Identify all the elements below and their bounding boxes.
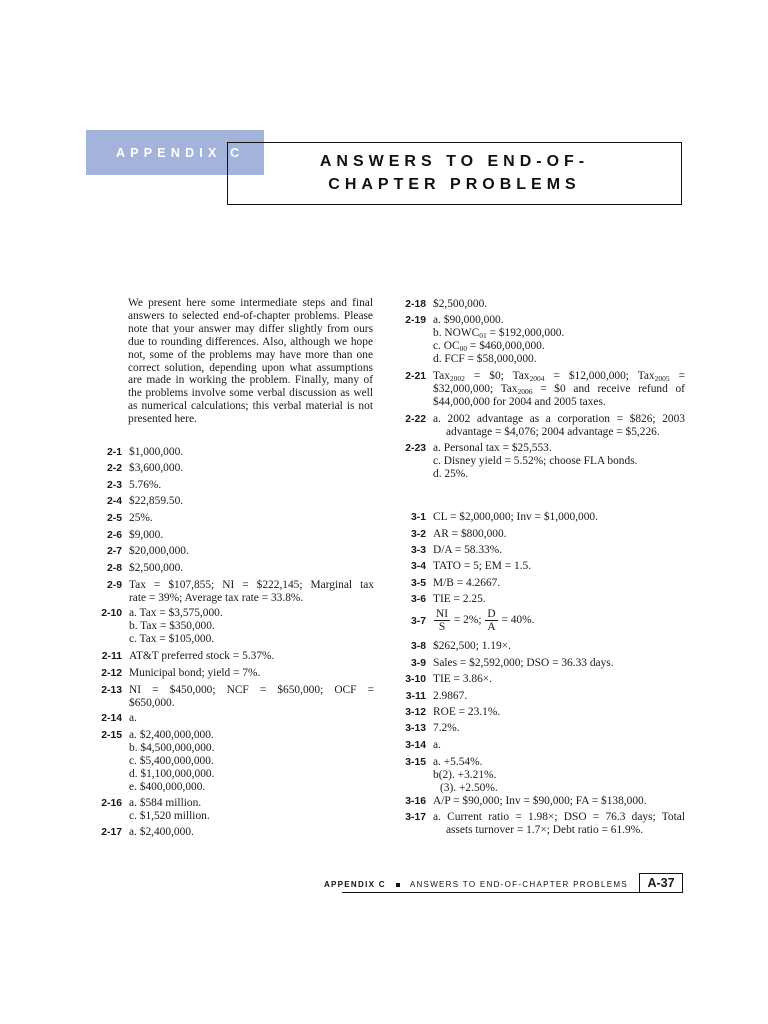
answer-part-a: a. $2,400,000,000.: [129, 729, 214, 741]
answer-part-a: a. +5.54%.: [433, 756, 483, 768]
answer-text: TIE = 3.86×.: [433, 673, 493, 685]
problem-number: 3-16: [405, 796, 426, 807]
text-segment: = 40%.: [498, 614, 535, 627]
problem-number: 2-21: [405, 371, 426, 382]
answer-3-12: [396, 706, 685, 720]
problem-number: 2-22: [405, 414, 426, 425]
answer-text: D/A = 58.33%.: [433, 544, 503, 556]
answer-text: Sales = $2,592,000; DSO = 36.33 days.: [433, 657, 614, 669]
answer-2-5: [92, 512, 374, 526]
subscript: 2004: [529, 374, 545, 383]
answer-part-b2: b(2). +3.21%.: [433, 768, 497, 781]
problem-number: 2-19: [405, 315, 426, 326]
answer-text: NI = $450,000; NCF = $650,000; OCF =: [129, 684, 374, 696]
answer-3-6: [396, 593, 685, 607]
problem-number: 2-12: [101, 668, 122, 679]
answer-text: $44,000,000 for 2004 and 2005 taxes.: [433, 395, 606, 408]
answer-3-16: [396, 795, 685, 809]
answer-2-13: [92, 684, 374, 710]
problem-number: 3-15: [405, 757, 426, 768]
answer-part-a: a. $584 million.: [129, 797, 202, 809]
answer-2-6: [92, 529, 374, 543]
answer-text: [433, 383, 685, 396]
answer-2-4: [92, 495, 374, 509]
chapter-title-line-1: ANSWERS TO END-OF-: [319, 153, 590, 170]
problem-number: 2-10: [101, 608, 122, 619]
answer-text: [433, 370, 685, 383]
subscript: 01: [479, 330, 487, 340]
footer-appendix-label: APPENDIX C: [323, 880, 386, 889]
answer-text: $262,500; 1.19×.: [433, 640, 511, 652]
intro-paragraph: We present here some intermediate steps and final answers to selected end-of-chapter problems. Please note that your answer may differ slightly from ours due to rounding differences. Also, although we hope not, some of the problems may have more than one correct solution, depending upon what assumptions are made in working the problem. Finally, many of the problems involve some verbal discussion as well as numerical calculations; this verbal material is not presented here.: [128, 297, 373, 426]
answer-2-11: [92, 650, 374, 664]
answer-3-14: [396, 739, 685, 753]
answer-text: a.: [129, 712, 137, 724]
answer-3-5: [396, 577, 685, 591]
text-segment: = 2%;: [451, 614, 485, 627]
subscript: 00: [459, 343, 468, 353]
answer-text: TATO = 5; EM = 1.5.: [433, 560, 532, 572]
answer-text: 25%.: [129, 512, 153, 524]
answer-2-8: [92, 562, 374, 576]
answer-text: a.: [433, 739, 441, 751]
answer-text: $20,000,000.: [129, 545, 189, 557]
answer-part-c: c. $1,520 million.: [129, 809, 210, 822]
answer-part-a: a. 2002 advantage as a corporation = $826; 2003: [433, 413, 685, 425]
problem-number: 3-8: [410, 641, 426, 652]
answer-part-d: d. 25%.: [433, 467, 469, 480]
answer-text: $650,000.: [129, 696, 175, 709]
square-bullet-icon: [396, 883, 400, 887]
footer-chapter-title: ANSWERS TO END-OF-CHAPTER PROBLEMS: [409, 880, 628, 889]
problem-number: 2-7: [106, 546, 122, 557]
answer-2-2: [92, 462, 374, 476]
answer-part-a-cont: advantage = $4,076; 2004 advantage = $5,226.: [446, 425, 660, 438]
text-segment: b. NOWC: [433, 326, 480, 339]
page-number: A-37: [639, 873, 683, 893]
problem-number: 2-2: [106, 463, 122, 474]
answer-2-14: [92, 712, 374, 726]
answer-text: $22,859.50.: [129, 495, 184, 507]
answer-part-c: c. Disney yield = 5.52%; choose FLA bonds.: [433, 454, 638, 467]
answer-3-1: [396, 511, 685, 525]
answer-2-16: [92, 797, 374, 823]
answer-part-d: d. FCF = $58,000,000.: [433, 352, 537, 365]
problem-number: 2-15: [101, 730, 122, 741]
answer-text: AT&T preferred stock = 5.37%.: [129, 650, 275, 662]
answer-3-7: [396, 608, 685, 633]
answer-text: Tax = $107,855; NI = $222,145; Marginal tax: [129, 579, 374, 591]
answer-text: AR = $800,000.: [433, 528, 507, 540]
problem-number: 2-13: [101, 685, 122, 696]
answer-2-21: [396, 370, 685, 409]
problem-number: 2-11: [101, 651, 122, 662]
answer-2-10: [92, 607, 374, 646]
fraction-d-over-a: [485, 608, 497, 633]
answer-text: $1,000,000.: [129, 446, 184, 458]
answer-text: rate = 39%; Average tax rate = 33.8%.: [129, 591, 304, 604]
answer-3-10: [396, 673, 685, 687]
numerator: D: [487, 608, 496, 620]
problem-number: 2-3: [106, 480, 122, 491]
problem-number: 3-4: [410, 561, 426, 572]
answer-2-12: [92, 667, 374, 681]
problem-number: 3-5: [410, 578, 426, 589]
answer-text: CL = $2,000,000; Inv = $1,000,000.: [433, 511, 598, 523]
answer-part-c: c. $5,400,000,000.: [129, 754, 214, 767]
problem-number: 3-11: [405, 691, 426, 702]
answer-2-18: [396, 298, 685, 312]
text-segment: $32,000,000; Tax: [433, 382, 518, 395]
answer-3-9: [396, 657, 685, 671]
answer-3-11: [396, 690, 685, 704]
problem-number: 2-8: [106, 563, 122, 574]
problem-number: 2-14: [101, 713, 122, 724]
answer-part-b: b. $4,500,000,000.: [129, 741, 215, 754]
subscript: 2002: [449, 374, 465, 383]
answer-text: $9,000.: [129, 529, 164, 541]
answer-3-17: [396, 811, 685, 837]
answer-text: 5.76%.: [129, 479, 162, 491]
answer-part-c: c. Tax = $105,000.: [129, 632, 215, 645]
subscript: 2005: [654, 374, 670, 383]
answer-text: A/P = $90,000; Inv = $90,000; FA = $138,000.: [433, 795, 647, 807]
problem-number: 3-14: [405, 740, 426, 751]
answer-text: Municipal bond; yield = 7%.: [129, 667, 261, 679]
answer-2-19: [396, 314, 685, 366]
problem-number: 3-17: [405, 812, 426, 823]
answer-3-8: [396, 640, 685, 654]
problem-number: 3-9: [410, 658, 426, 669]
answer-part-e: e. $400,000,000.: [129, 780, 206, 793]
answer-2-3: [92, 479, 374, 493]
chapter-title-line-2: CHAPTER PROBLEMS: [328, 176, 581, 193]
appendix-label: APPENDIX C: [116, 146, 245, 160]
denominator: A: [487, 621, 496, 633]
problem-number: 2-5: [106, 513, 122, 524]
answer-part-a: a. Tax = $3,575,000.: [129, 607, 223, 619]
text-segment: = $0 and receive refund of: [532, 382, 685, 395]
answer-part-a: a. Personal tax = $25,553.: [433, 442, 552, 454]
answer-2-17: [92, 826, 374, 840]
text-segment: = $460,000,000.: [467, 339, 545, 352]
answer-2-1: [92, 446, 374, 460]
problem-number: 2-1: [106, 447, 122, 458]
problem-number: 2-18: [405, 299, 426, 310]
chapter-title-box: [227, 142, 682, 205]
problem-number: 3-3: [410, 545, 426, 556]
answer-3-15: [396, 756, 685, 795]
problem-number: 3-1: [410, 512, 426, 523]
text-segment: Tax: [433, 370, 450, 382]
answer-part-a-cont: assets turnover = 1.7×; Debt ratio = 61.9%.: [446, 823, 644, 836]
footer-rule: [342, 892, 639, 893]
problem-number: 2-9: [106, 580, 122, 591]
text-segment: = $192,000,000.: [486, 326, 565, 339]
problem-number: 3-13: [405, 723, 426, 734]
answer-text: [433, 608, 685, 633]
answer-text: 2.9867.: [433, 690, 468, 702]
answer-3-4: [396, 560, 685, 574]
answer-part-a: a. $90,000,000.: [433, 314, 504, 326]
answer-text: a. $2,400,000.: [129, 826, 194, 838]
problem-number: 2-23: [405, 443, 426, 454]
answer-text: M/B = 4.2667.: [433, 577, 501, 589]
answer-2-15: [92, 729, 374, 794]
fraction-ni-over-s: [434, 608, 450, 633]
problem-number: 3-10: [405, 674, 426, 685]
subscript: 2006: [517, 386, 533, 396]
answer-part-c: [433, 340, 685, 353]
answer-2-9: [92, 579, 374, 605]
problem-number: 2-6: [106, 530, 122, 541]
answer-2-23: [396, 442, 685, 481]
answer-text: ROE = 23.1%.: [433, 706, 501, 718]
answer-3-2: [396, 528, 685, 542]
answer-part-b3: (3). +2.50%.: [440, 781, 498, 794]
problem-number: 3-6: [410, 594, 426, 605]
problem-number: 2-16: [101, 798, 122, 809]
answer-text: $2,500,000.: [433, 298, 488, 310]
denominator: S: [438, 621, 446, 633]
problem-number: 3-7: [410, 616, 426, 627]
answer-3-3: [396, 544, 685, 558]
answer-2-7: [92, 545, 374, 559]
answer-text: $2,500,000.: [129, 562, 184, 574]
problem-number: 2-17: [101, 827, 122, 838]
answer-3-13: [396, 722, 685, 736]
answer-text: 7.2%.: [433, 722, 460, 734]
running-footer: [324, 880, 628, 889]
text-segment: =: [669, 370, 685, 382]
text-segment: = $0; Tax: [464, 370, 530, 382]
answer-text: TIE = 2.25.: [433, 593, 486, 605]
answer-part-d: d. $1,100,000,000.: [129, 767, 215, 780]
answer-2-22: [396, 413, 685, 439]
problem-number: 3-2: [410, 529, 426, 540]
text-segment: = $12,000,000; Tax: [544, 370, 655, 382]
answer-part-b: b. Tax = $350,000.: [129, 619, 215, 632]
answer-part-a: a. Current ratio = 1.98×; DSO = 76.3 days; Total: [433, 811, 685, 823]
numerator: NI: [436, 608, 449, 620]
text-segment: c. OC: [433, 339, 460, 352]
answer-part-b: [433, 327, 685, 340]
answer-text: $3,600,000.: [129, 462, 184, 474]
problem-number: 3-12: [405, 707, 426, 718]
problem-number: 2-4: [106, 496, 122, 507]
